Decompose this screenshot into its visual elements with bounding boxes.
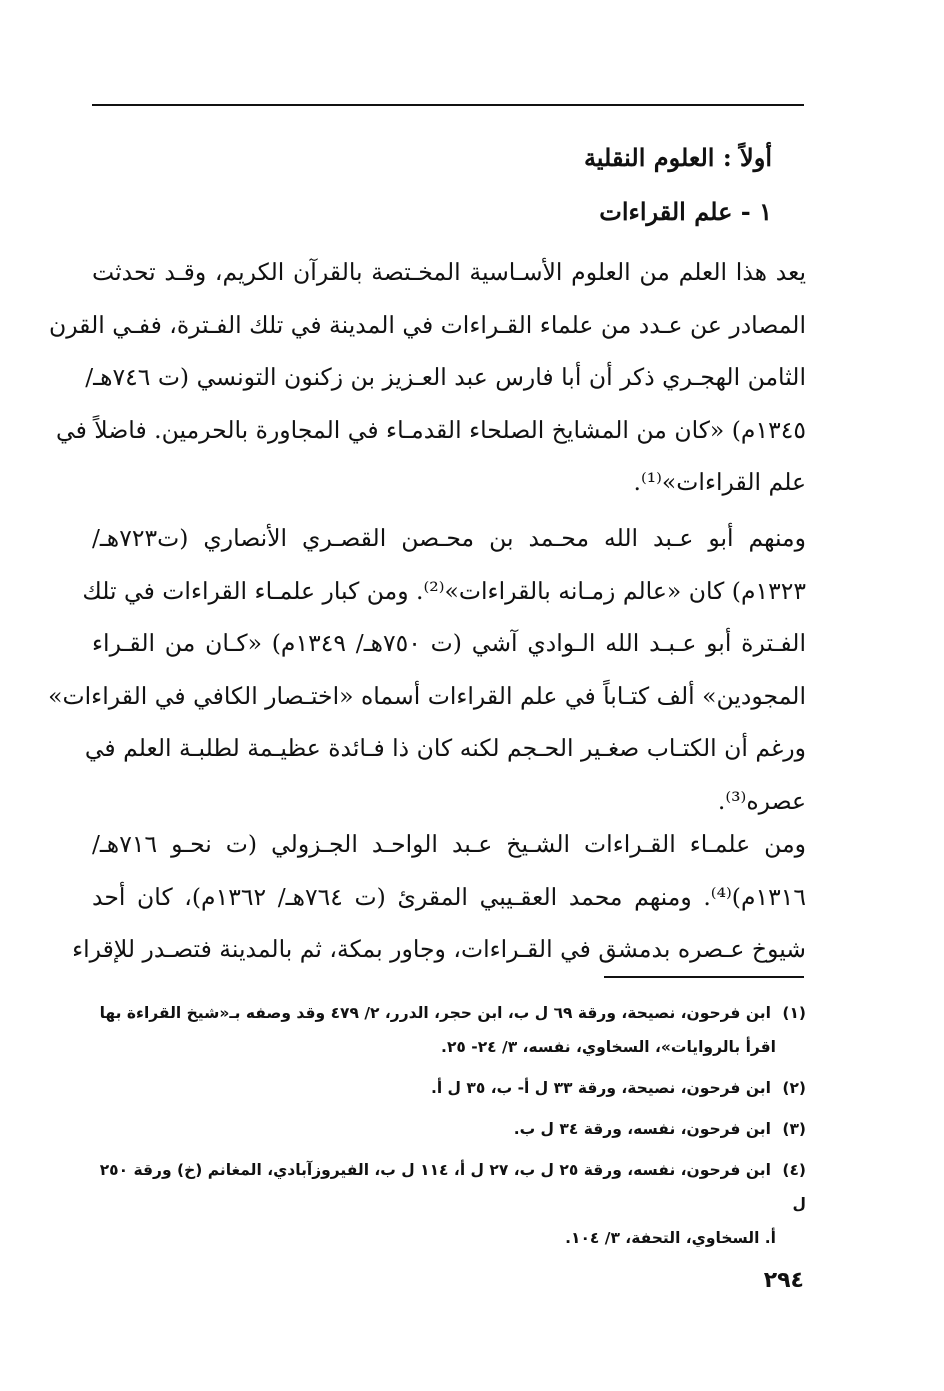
paragraph-line: علم القراءات»⁽¹⁾. [633,468,806,496]
footnote-4 [92,1153,806,1255]
footnote-continuation: اقرأ بالروايات»، السخاوي، نفسه، ٣/ ٢٤- ٢٥. [441,1038,776,1056]
paragraph-3 [72,818,806,976]
paragraph-line: ١٣١٦م)⁽⁴⁾. ومنهم محمد العقـيبي المقرئ (ت ٧٦٤هـ/ ١٣٦٢م)، كان أحد [92,882,806,911]
header-rule [92,104,804,106]
footnote-text: ابن فرحون، نصيحة، ورقة ٣٣ ل أ- ب، ٣٥ ل أ. [430,1079,771,1097]
footnote-3 [92,1112,806,1146]
footnote-1 [92,996,806,1064]
footnote-continuation: أ. السخاوي، التحفة، ٣/ ١٠٤. [565,1229,776,1247]
page-number: ٢٩٤ [763,1268,804,1293]
footnote-number: (١) [782,1004,806,1022]
subsection-heading: ١ - علم القراءات [599,197,772,226]
footnote-number: (٤) [782,1161,806,1179]
paragraph-line: المجودين» ألف كتـاباً في علم القراءات أسماه «اختـصار الكافي في القراءات» [48,681,806,710]
footnote-text: ابن فرحون، نفسه، ورقة ٢٥ ل ب، ٢٧ ل أ، ١١٤ ل ب، الفيروزآبادي، المغانم (خ) ورقة ٢٥٠ ل [99,1161,806,1213]
paragraph-line: ١٣٤٥م) «كان من المشايخ الصلحاء القدمـاء في المجاورة بالحرمين. فاضلاً في [56,415,806,444]
paragraph-line: ١٣٢٣م) كان «عالم زمـانه بالقراءات»⁽²⁾. ومن كبار علمـاء القراءات في تلك [82,576,806,605]
footnotes [92,996,806,1262]
paragraph-1 [48,246,806,509]
footnote-number: (٢) [782,1079,806,1097]
paragraph-2 [48,512,806,827]
footnote-rule [604,976,804,978]
paragraph-line: الفـترة أبو عـبـد الله الـوادي آشي (ت ٧٥٠هـ/ ١٣٤٩م) «كـان من القـراء [92,629,806,657]
paragraph-line: عصره⁽³⁾. [717,786,806,815]
paragraph-line: المصادر عن عـدد من علماء القـراءات في المدينة في تلك الفـترة، ففـي القرن [48,310,806,339]
paragraph-line: شيوخ عـصره بدمشق في القـراءات، وجاور بمكة، ثم بالمدينة فتصـدر للإقراء [72,935,806,963]
paragraph-line: يعد هذا العلم من العلوم الأسـاسية المخـتصة بالقرآن الكريم، وقـد تحدثت [92,258,806,286]
paragraph-line: الثامن الهجـري ذكر أن أبا فارس عبد العـزيز بن زكنون التونسي (ت ٧٤٦هـ/ [85,363,806,391]
footnote-text: ابن فرحون، نصيحة، ورقة ٦٩ ل ب، ابن حجر، الدرر، ٢/ ٤٧٩ وقد وصفه بـ«شيخ القراءة بها [99,1004,771,1022]
footnote-text: ابن فرحون، نفسه، ورقة ٣٤ ل ب. [513,1120,771,1138]
paragraph-line: ومن علمـاء القـراءات الشـيخ عـبد الواحـد الجـزولي (ت نحـو ٧١٦هـ/ [92,830,806,858]
footnote-2 [92,1071,806,1105]
footnote-number: (٣) [782,1120,806,1138]
paragraph-line: ومنهم أبو عـبد الله محـمد بن محـصن القصـري الأنصاري (ت٧٢٣هـ/ [92,524,806,552]
section-heading: أولاً : العلوم النقلية [583,143,772,172]
paragraph-line: ورغم أن الكتـاب صغـير الحـجم لكنه كان ذا فـائدة عظيـمة لطلبـة العلم في [84,734,806,762]
